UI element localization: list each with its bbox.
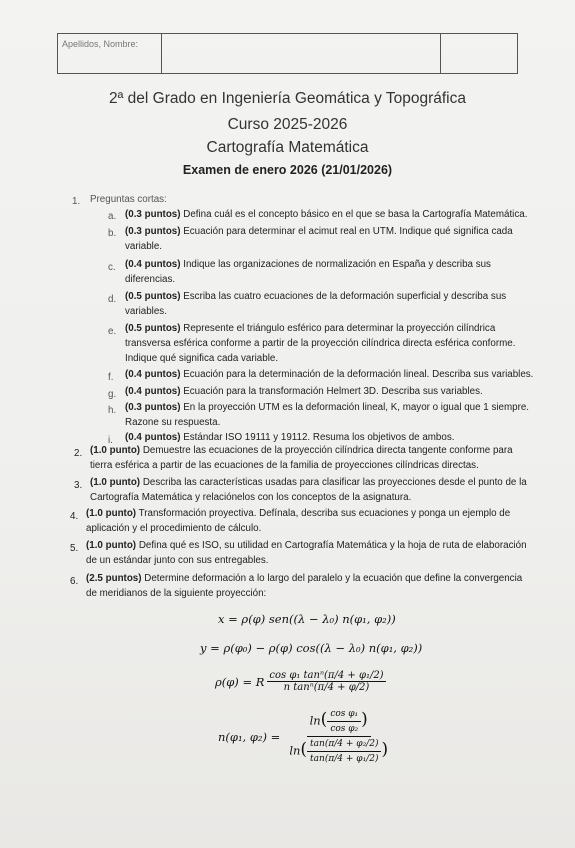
- q-text-cont: tierra esférica a partir de las ecuaciones de la familia de proyecciones cilíndricas directas.: [90, 460, 479, 471]
- q1-letter: e.: [108, 326, 117, 337]
- q1-item-g: [125, 385, 483, 399]
- item-text-cont: Razone su respuesta.: [125, 417, 221, 428]
- q2-text: [90, 444, 513, 458]
- q-text: Transformación proyectiva. Defínala, describa sus ecuaciones y ponga un ejemplo de: [138, 508, 511, 519]
- q1-letter: f.: [108, 372, 114, 383]
- degree-title: 2ª del Grado en Ingeniería Geomática y Topográfica: [109, 90, 466, 107]
- exam-title: Examen de enero 2026 (21/01/2026): [182, 163, 393, 177]
- points: (1.0 punto): [90, 445, 141, 456]
- q-text: Demuestre las ecuaciones de la proyección cilíndrica directa tangente conforme para: [142, 445, 513, 456]
- points: (0.3 puntos): [125, 226, 181, 237]
- item-text: Ecuación para determinar el acimut real en UTM. Indique qué significa cada: [183, 226, 513, 237]
- q1-item-c: [125, 258, 491, 272]
- cos-ratio: [327, 709, 361, 734]
- q1-letter: i.: [108, 435, 113, 446]
- equation-y: y = ρ(φ₀) − ρ(φ) cos((λ − λ₀) n(φ₁, φ₂)): [200, 641, 423, 655]
- points: (0.5 puntos): [125, 291, 181, 302]
- tan-bot: tan(π/4 + φ₁/2): [310, 754, 379, 764]
- item-text-cont: variable.: [125, 241, 163, 252]
- q1-number: 1.: [72, 196, 81, 207]
- item-text-cont: diferencias.: [125, 274, 176, 285]
- name-label: Apellidos, Nombre:: [58, 34, 162, 73]
- q4-text: [86, 507, 510, 521]
- q1-item-b: [125, 225, 513, 239]
- item-text: Indique las organizaciones de normalización en España y describa sus: [183, 259, 491, 270]
- cos-bot: cos φ₂: [330, 724, 359, 734]
- points: (0.4 puntos): [125, 369, 181, 380]
- item-text-cont: variables.: [125, 306, 167, 317]
- points: (0.3 puntos): [125, 209, 181, 220]
- points: (0.4 puntos): [125, 432, 181, 443]
- q-text-cont: de un estándar junto con sus entregables.: [86, 555, 269, 566]
- q1-item-a: [125, 208, 527, 222]
- cos-top: cos φ₁: [327, 709, 361, 722]
- points: (0.3 puntos): [125, 402, 181, 413]
- ln-label: ln: [289, 743, 301, 758]
- tan-ratio: [307, 739, 381, 764]
- tan-top: tan(π/4 + φ₂/2): [307, 739, 381, 752]
- q1-item-d: [125, 290, 506, 304]
- name-input-cell[interactable]: [162, 34, 441, 73]
- q1-item-i: [125, 431, 454, 445]
- q1-letter: c.: [108, 262, 116, 273]
- q1-letter: h.: [108, 405, 117, 416]
- points: (0.4 puntos): [125, 259, 181, 270]
- q1-item-f: [125, 368, 533, 382]
- q1-letter: g.: [108, 389, 117, 400]
- item-text: En la proyección UTM es la deformación lineal, K, mayor o igual que 1 siempre.: [183, 402, 530, 413]
- q3-number: 3.: [74, 480, 83, 491]
- q-text: Describa las características usadas para clasificar las proyecciones desde el punto de la: [142, 477, 527, 488]
- name-field-box[interactable]: [57, 33, 518, 74]
- q1-item-h: [125, 401, 529, 415]
- q1-item-e: [125, 322, 495, 336]
- item-text: Ecuación para la transformación Helmert 3D. Describa sus variables.: [183, 386, 483, 397]
- q4-number: 4.: [70, 511, 79, 522]
- q5-text: [86, 539, 527, 553]
- rho-lhs: ρ(φ) = R: [215, 674, 265, 689]
- points: (1.0 punto): [86, 508, 137, 519]
- item-text: Escriba las cuatro ecuaciones de la deformación superficial y describa sus: [183, 291, 507, 302]
- n-numerator: ln( $\frac{\text{cos φ₁}}{\text{cos φ₂}}$ ): [307, 709, 371, 737]
- q-text: Defina qué es ISO, su utilidad en Cartografía Matemática y la hoja de ruta de elaboración: [138, 540, 527, 551]
- item-text: Estándar ISO 19111 y 19112. Resuma los objetivos de ambos.: [183, 432, 455, 443]
- q1-title: Preguntas cortas:: [90, 194, 167, 205]
- extra-cell[interactable]: [441, 34, 517, 73]
- equation-n: [218, 709, 391, 764]
- q6-number: 6.: [70, 576, 79, 587]
- q1-letter: d.: [108, 294, 117, 305]
- n-lhs: n(φ₁, φ₂) =: [218, 729, 281, 744]
- subject-title: Cartografía Matemática: [206, 139, 369, 156]
- q2-number: 2.: [74, 448, 83, 459]
- q3-text: [90, 476, 527, 490]
- q-text-cont: Cartografía Matemática y relaciónelos con los conceptos de la asignatura.: [90, 492, 412, 503]
- q-text-cont: de meridianos de la siguiente proyección:: [86, 588, 267, 599]
- rho-fraction: [267, 670, 385, 693]
- points: (1.0 punto): [90, 477, 141, 488]
- q-text-cont: aplicación y el procedimiento de cálculo.: [86, 523, 262, 534]
- equation-x: x = ρ(φ) sen((λ − λ₀) n(φ₁, φ₂)): [218, 612, 396, 626]
- item-text: Ecuación para la determinación de la deformación lineal. Describa sus variables.: [183, 369, 534, 380]
- item-text: Defina cuál es el concepto básico en el que se basa la Cartografía Matemática.: [183, 209, 528, 220]
- ln-label: ln: [309, 713, 321, 728]
- q6-text: [86, 572, 522, 586]
- q-text: Determine deformación a lo largo del paralelo y la ecuación que define la convergencia: [144, 573, 523, 584]
- item-text-cont: Indique qué significa cada variable.: [125, 353, 279, 364]
- points: (0.5 puntos): [125, 323, 181, 334]
- item-text: Represente el triángulo esférico para determinar la proyección cilíndrica: [183, 323, 496, 334]
- n-denominator: ln( $\frac{\text{tan(π/4 + φ₂/2)}}{\text{tan(π/4 + φ₁/2)}}$ ): [289, 739, 389, 764]
- q5-number: 5.: [70, 543, 79, 554]
- rho-denominator: n tanⁿ(π/4 + φ/2): [283, 682, 370, 693]
- points: (0.4 puntos): [125, 386, 181, 397]
- points: (2.5 puntos): [86, 573, 142, 584]
- points: (1.0 punto): [86, 540, 137, 551]
- item-text-cont: transversa esférica conforme a partir de la proyección cilíndrica directa esférica conforme.: [125, 338, 516, 349]
- q1-letter: b.: [108, 228, 117, 239]
- rho-numerator: cos φ₁ tanⁿ(π/4 + φ₁/2): [269, 670, 384, 681]
- equation-rho: [215, 670, 386, 693]
- n-fraction: [286, 709, 391, 764]
- q1-letter: a.: [108, 211, 117, 222]
- course-title: Curso 2025-2026: [227, 116, 348, 133]
